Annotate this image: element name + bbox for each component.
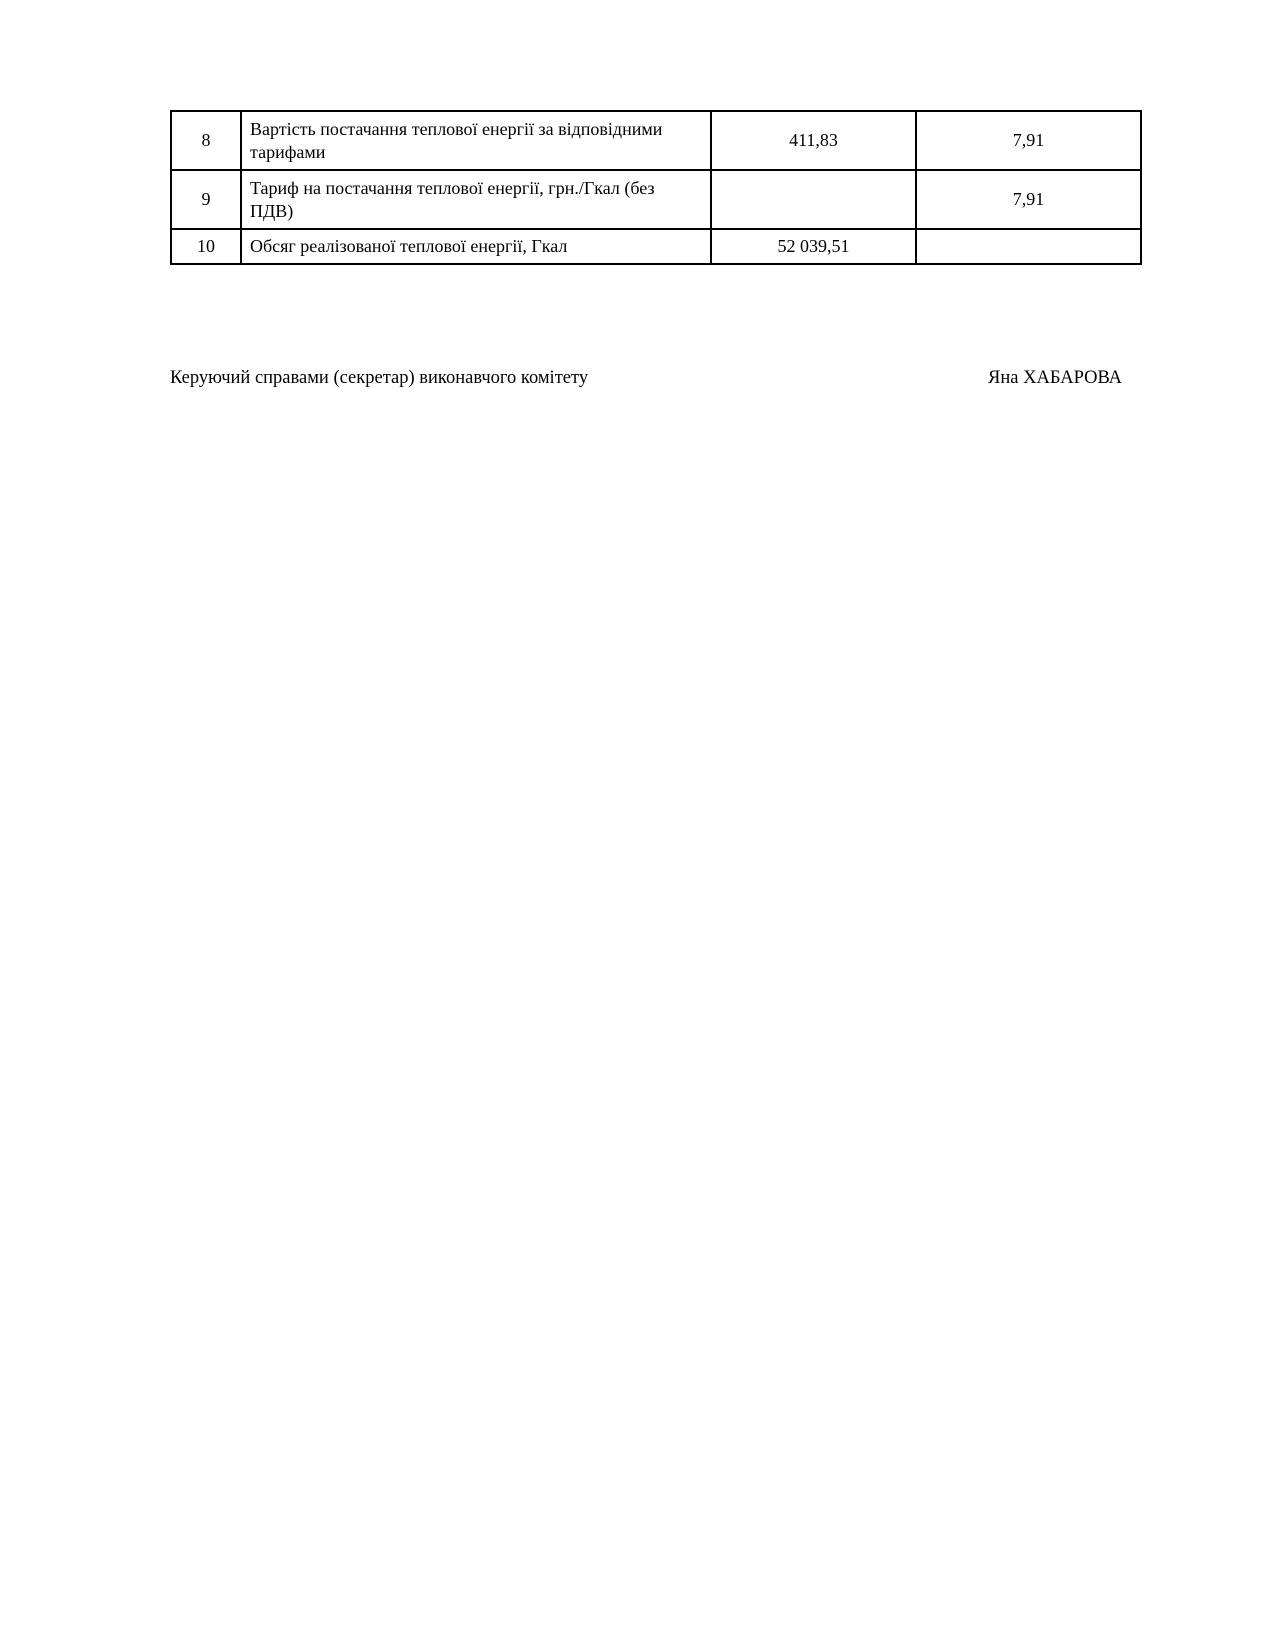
signature-block: [170, 368, 1122, 389]
row-number-cell: 8: [171, 111, 241, 170]
signatory-title: Керуючий справами (секретар) виконавчого комітету: [170, 368, 589, 388]
row-label-cell: Тариф на постачання теплової енергії, грн./Гкал (без ПДВ): [241, 170, 711, 229]
row-label-cell: Вартість постачання теплової енергії за відповідними тарифами: [241, 111, 711, 170]
table-row: [171, 229, 1141, 264]
tariff-table: [170, 110, 1142, 265]
table-row: [171, 111, 1141, 170]
row-value1-cell: [711, 170, 916, 229]
signatory-name: Яна ХАБАРОВА: [988, 368, 1122, 388]
row-value1-cell: 52 039,51: [711, 229, 916, 264]
table-row: [171, 170, 1141, 229]
row-value2-cell: [916, 229, 1141, 264]
row-number-cell: 9: [171, 170, 241, 229]
row-value2-cell: 7,91: [916, 170, 1141, 229]
row-number-cell: 10: [171, 229, 241, 264]
row-value1-cell: 411,83: [711, 111, 916, 170]
row-label-cell: Обсяг реалізованої теплової енергії, Гкал: [241, 229, 711, 264]
row-value2-cell: 7,91: [916, 111, 1141, 170]
